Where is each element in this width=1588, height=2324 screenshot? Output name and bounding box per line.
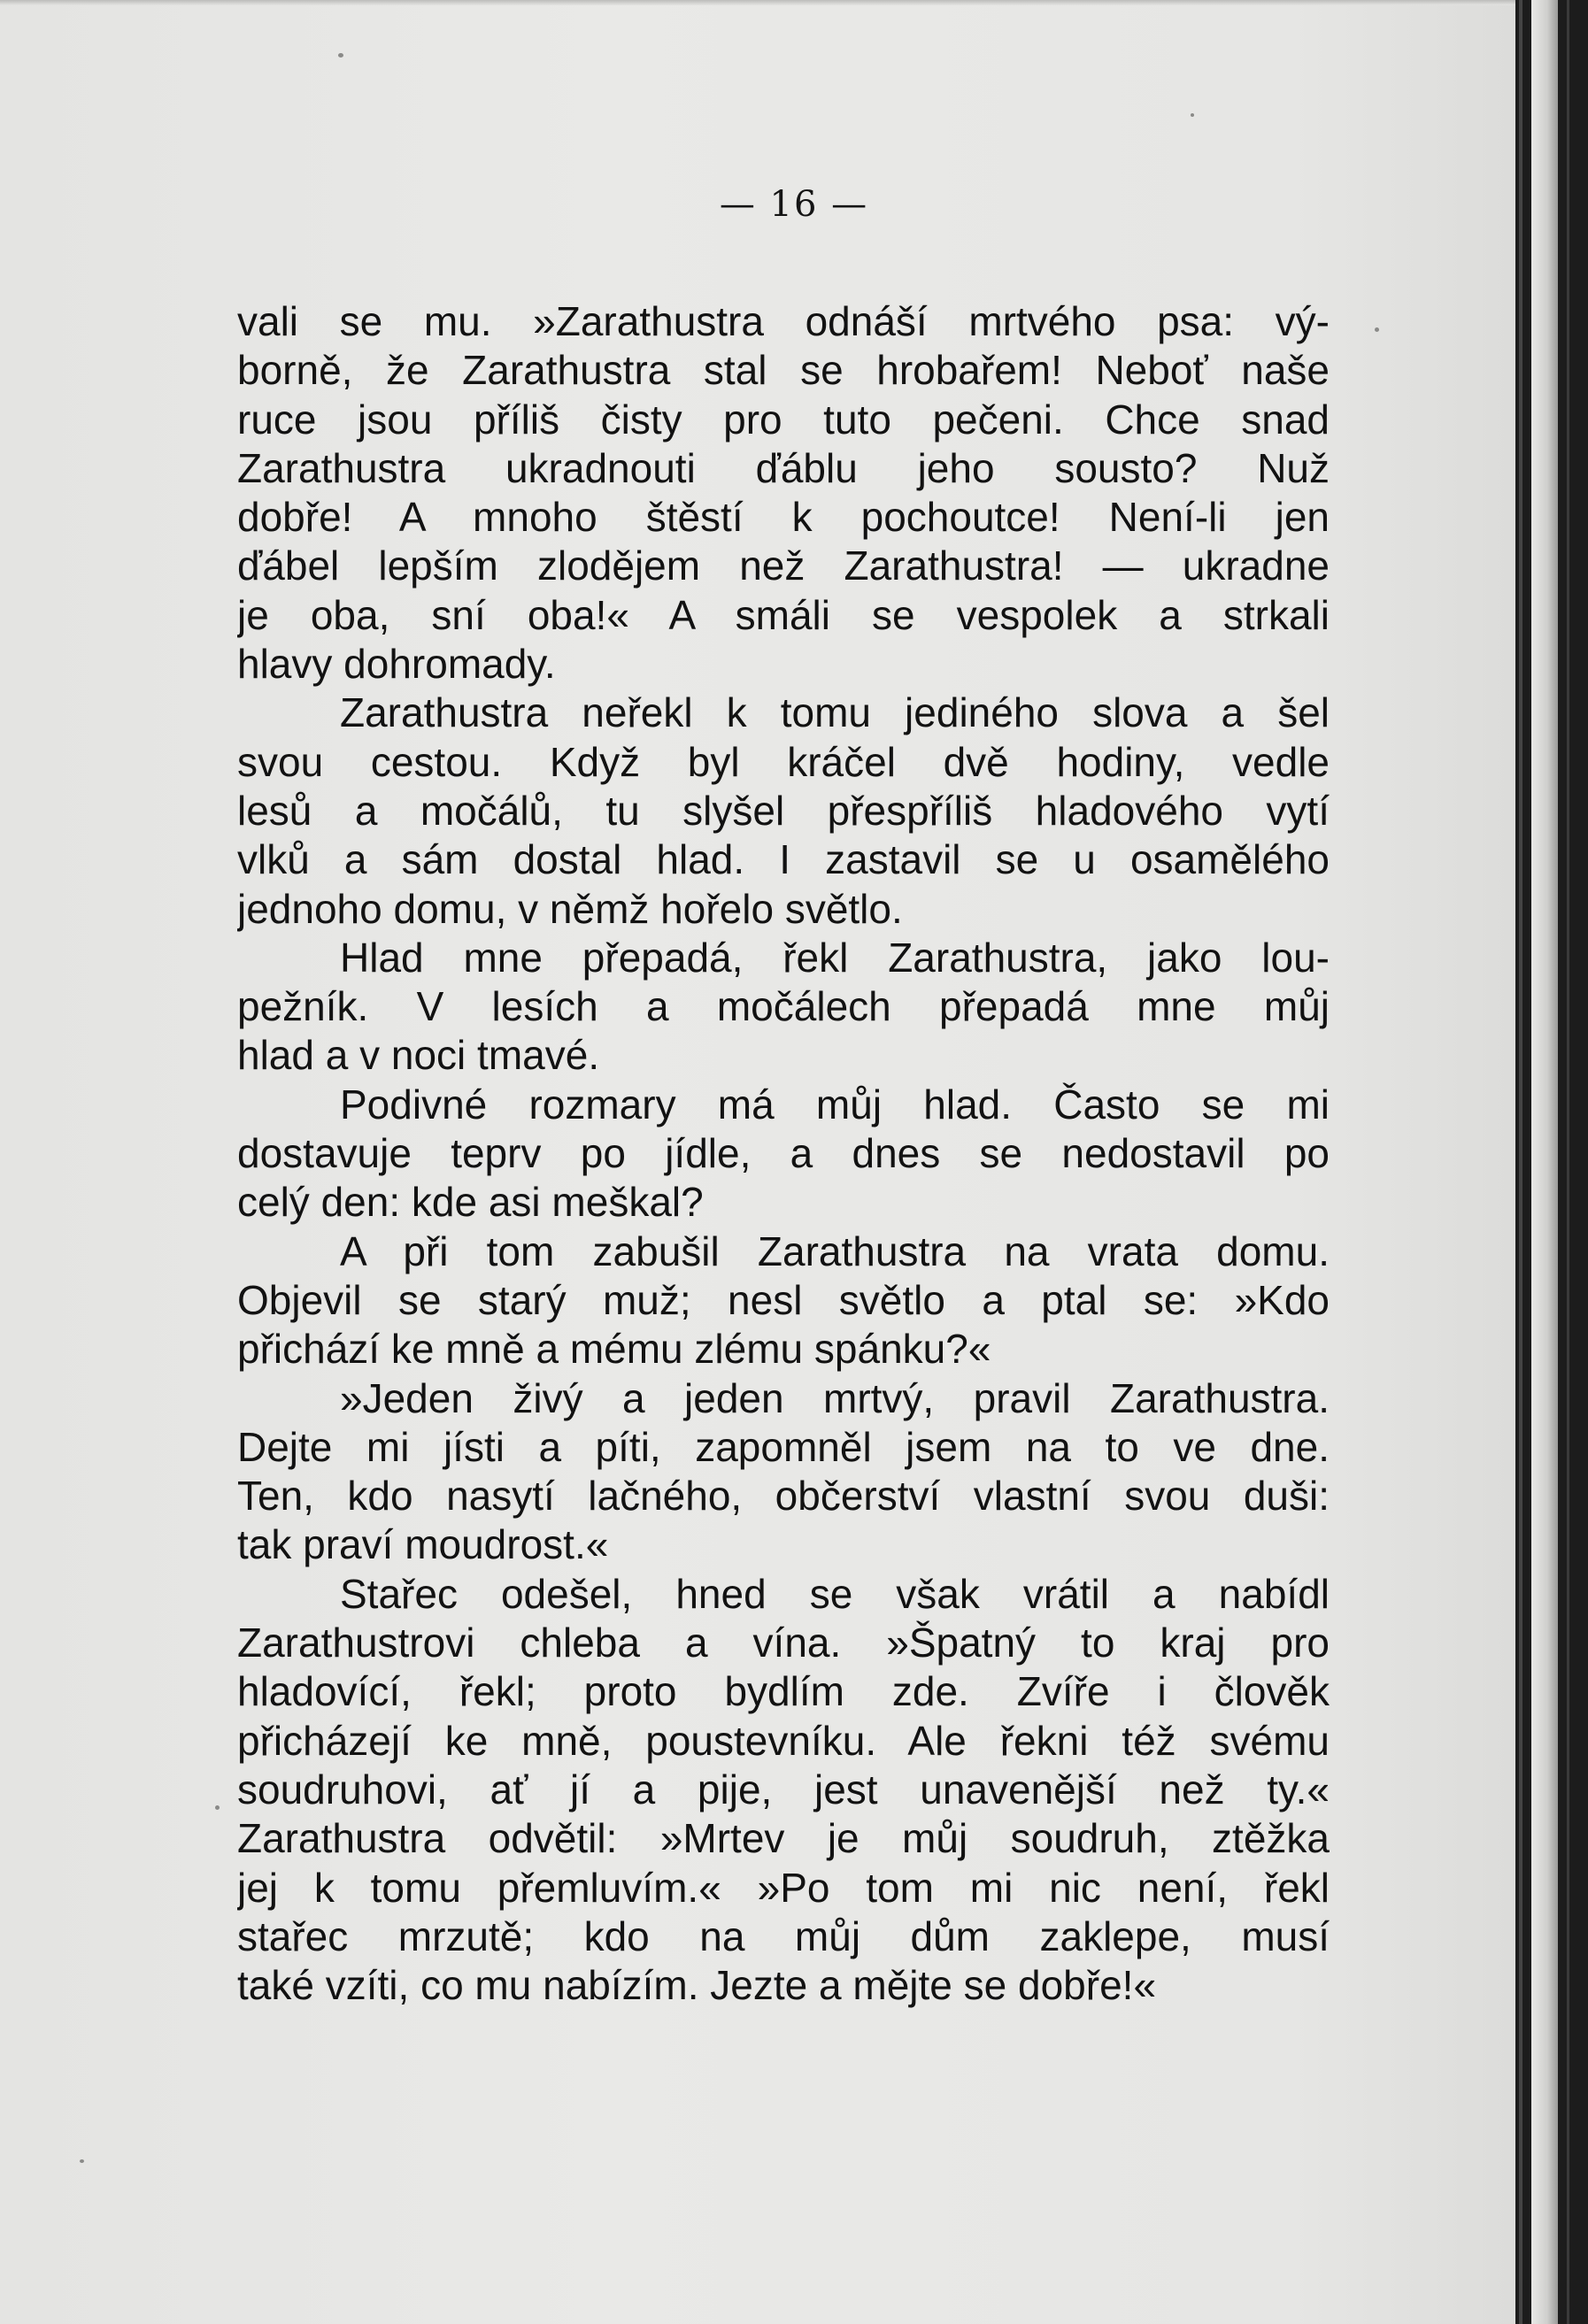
text-line: ruce jsou příliš čisty pro tuto pečeni. Chce snad	[237, 396, 1330, 442]
text-line: Ten, kdo nasytí lačného, občerství vlastní svou duši:	[237, 1473, 1330, 1520]
page-top-edge	[0, 0, 1515, 5]
text-line: Dejte mi jísti a píti, zapomněl jsem na to ve dne.	[237, 1423, 1330, 1470]
text-line: Zarathustra neřekl k tomu jediného slova a šel	[340, 689, 1330, 736]
paper-speck	[215, 1805, 220, 1810]
text-line: přichází ke mně a mému zlému spánku?«	[237, 1326, 991, 1373]
text-line: jednoho domu, v němž hořelo světlo.	[237, 885, 903, 932]
text-line: svou cestou. Když byl kráčel dvě hodiny, vedle	[237, 738, 1330, 785]
text-line: stařec mrzutě; kdo na můj dům zaklepe, musí	[237, 1912, 1330, 1959]
paper-speck	[80, 2159, 84, 2163]
text-line: pežník. V lesích a močálech přepadá mne můj	[237, 983, 1330, 1030]
text-line: také vzíti, co mu nabízím. Jezte a mějte se dobře!«	[237, 1962, 1157, 2009]
book-spine-edge	[1515, 0, 1588, 2324]
paper-speck	[1191, 113, 1194, 117]
text-line: dobře! A mnoho štěstí k pochoutce! Není-li jen	[237, 494, 1330, 541]
text-line: celý den: kde asi meškal?	[237, 1179, 704, 1226]
text-line: Zarathustrovi chleba a vína. »Špatný to kraj pro	[237, 1620, 1330, 1666]
text-line: hlad a v noci tmavé.	[237, 1032, 600, 1079]
text-line: Objevil se starý muž; nesl světlo a ptal se: »Kdo	[237, 1276, 1330, 1323]
paper-speck	[1375, 327, 1379, 332]
text-line: vlků a sám dostal hlad. I zastavil se u osamělého	[237, 836, 1330, 883]
text-line: dostavuje teprv po jídle, a dnes se nedostavil po	[237, 1130, 1330, 1177]
text-line: vali se mu. »Zarathustra odnáší mrtvého psa: vý-	[237, 298, 1330, 344]
text-line: Stařec odešel, hned se však vrátil a nabídl	[340, 1570, 1330, 1617]
text-line: ďábel lepším zlodějem než Zarathustra! — ukradne	[237, 543, 1330, 589]
text-line: Zarathustra ukradnouti ďáblu jeho sousto? Nuž	[237, 444, 1330, 491]
text-line: přicházejí ke mně, poustevníku. Ale řekni též svému	[237, 1717, 1330, 1764]
text-line: Podivné rozmary má můj hlad. Často se mi	[340, 1081, 1330, 1127]
text-line: Zarathustra odvětil: »Mrtev je můj soudruh, ztěžka	[237, 1815, 1330, 1862]
paper-speck	[338, 53, 343, 58]
text-line: A při tom zabušil Zarathustra na vrata domu.	[340, 1227, 1330, 1274]
text-line: borně, že Zarathustra stal se hrobařem! Neboť naše	[237, 347, 1330, 394]
page-number: — 16 —	[719, 184, 869, 225]
text-line: je oba, sní oba!« A smáli se vespolek a strkali	[237, 591, 1330, 638]
text-line: soudruhovi, ať jí a pije, jest unavenější než ty.«	[237, 1766, 1330, 1812]
text-line: hladovící, řekl; proto bydlím zde. Zvíře i člověk	[237, 1668, 1330, 1715]
text-line: Hlad mne přepadá, řekl Zarathustra, jako lou-	[340, 934, 1330, 981]
text-line: hlavy dohromady.	[237, 641, 556, 688]
text-line: jej k tomu přemluvím.« »Po tom mi nic není, řekl	[237, 1864, 1330, 1911]
text-line: »Jeden živý a jeden mrtvý, pravil Zarathustra.	[340, 1374, 1330, 1421]
body-text	[237, 297, 1330, 2010]
text-line: tak praví moudrost.«	[237, 1521, 609, 1568]
text-line: lesů a močálů, tu slyšel přespříliš hladového vytí	[237, 787, 1330, 834]
